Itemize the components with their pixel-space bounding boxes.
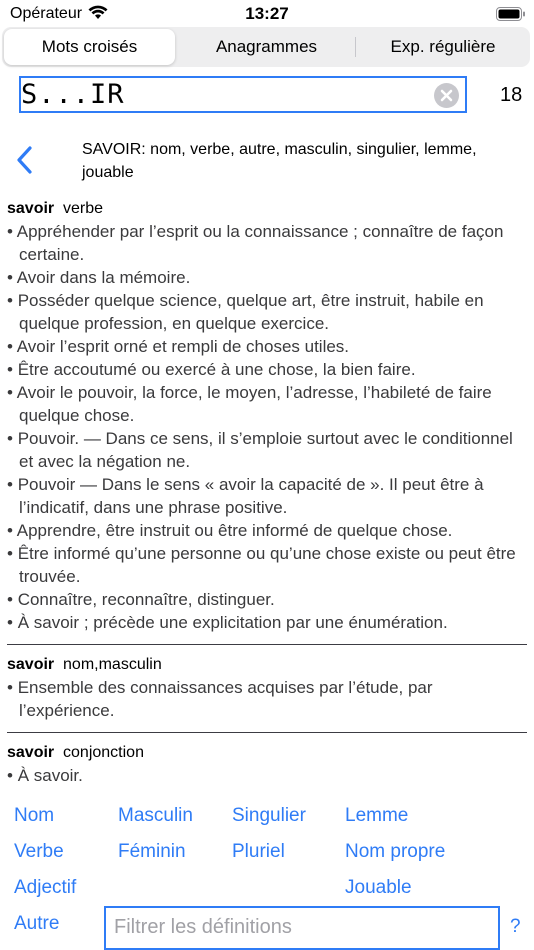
definitions-list bbox=[7, 198, 527, 787]
filter-jouable-button[interactable]: Jouable bbox=[345, 877, 412, 898]
definition-item: • Avoir dans la mémoire. bbox=[7, 268, 191, 287]
mode-segmented-control bbox=[2, 27, 530, 67]
filter-nom-propre-button[interactable]: Nom propre bbox=[345, 841, 446, 862]
word-summary: SAVOIR: nom, verbe, autre, masculin, singulier, lemme, jouable bbox=[82, 141, 477, 181]
clear-icon[interactable] bbox=[434, 83, 459, 108]
entry-word: savoir bbox=[7, 200, 55, 217]
filter-lemme-button[interactable]: Lemme bbox=[345, 805, 409, 826]
tab-mots-croises[interactable]: Mots croisés bbox=[4, 29, 175, 65]
result-count: 18 bbox=[500, 84, 523, 106]
pattern-search-field[interactable] bbox=[19, 76, 467, 113]
entry-verbe bbox=[7, 198, 527, 634]
entry-heading bbox=[7, 742, 527, 764]
filter-pluriel-button[interactable]: Pluriel bbox=[232, 841, 285, 862]
definition-item: • À savoir. bbox=[7, 766, 83, 785]
definition-item: • Être informé qu’une personne ou qu’une chose existe ou peut être trouvée. bbox=[7, 544, 516, 586]
tab-anagrammes[interactable]: Anagrammes bbox=[215, 37, 318, 56]
carrier-label: Opérateur bbox=[10, 5, 83, 22]
entry-conjonction bbox=[7, 742, 527, 787]
definition-item: • Pouvoir. — Dans ce sens, il s’emploie surtout avec le conditionnel et avec la négation ne. bbox=[7, 429, 513, 471]
entry-word: savoir bbox=[7, 744, 55, 761]
filter-singulier-button[interactable]: Singulier bbox=[232, 805, 306, 826]
filter-adjectif-button[interactable]: Adjectif bbox=[14, 877, 77, 898]
battery-icon bbox=[496, 7, 526, 21]
search-query[interactable]: S...IR bbox=[21, 79, 125, 110]
definition-item: • Apprendre, être instruit ou être informé de quelque chose. bbox=[7, 521, 453, 540]
definition-item: • Avoir le pouvoir, la force, le moyen, l’adresse, l’habileté de faire quelque chose. bbox=[7, 383, 492, 425]
entry-pos: verbe bbox=[63, 200, 104, 217]
definition-item: • Avoir l’esprit orné et rempli de choses utiles. bbox=[7, 337, 350, 356]
entry-divider bbox=[7, 644, 527, 645]
filter-verbe-button[interactable]: Verbe bbox=[14, 841, 64, 862]
entry-heading bbox=[7, 654, 527, 676]
entry-word: savoir bbox=[7, 656, 55, 673]
filter-nom-button[interactable]: Nom bbox=[14, 805, 55, 826]
filter-feminin-button[interactable]: Féminin bbox=[118, 841, 186, 862]
definition-item: • Ensemble des connaissances acquises par l’étude, par l’expérience. bbox=[7, 678, 433, 720]
entry-heading bbox=[7, 198, 527, 220]
tab-exp-reguliere[interactable]: Exp. régulière bbox=[390, 37, 496, 56]
entry-divider bbox=[7, 732, 527, 733]
definition-item: • À savoir ; précède une explicitation par une énumération. bbox=[7, 613, 448, 632]
definition-item: • Appréhender par l’esprit ou la connaissance ; connaître de façon certaine. bbox=[7, 222, 504, 264]
filter-autre-button[interactable]: Autre bbox=[14, 913, 60, 934]
help-button[interactable]: ? bbox=[510, 916, 521, 937]
filter-masculin-button[interactable]: Masculin bbox=[118, 805, 193, 826]
definition-item: • Posséder quelque science, quelque art, être instruit, habile en quelque profession, en quelque exercice. bbox=[7, 291, 484, 333]
entry-pos: conjonction bbox=[63, 744, 144, 761]
filter-definitions-input[interactable]: Filtrer les définitions bbox=[104, 906, 500, 950]
clock: 13:27 bbox=[245, 4, 289, 23]
segment-divider bbox=[355, 37, 356, 57]
status-bar bbox=[0, 0, 534, 28]
definition-item: • Être accoutumé ou exercé à une chose, la bien faire. bbox=[7, 360, 416, 379]
back-chevron-icon[interactable] bbox=[14, 144, 36, 176]
definition-item: • Pouvoir — Dans le sens « avoir la capacité de ». Il peut être à l’indicatif, dans une phrase positive. bbox=[7, 475, 484, 517]
entry-nom bbox=[7, 654, 527, 722]
definition-item: • Connaître, reconnaître, distinguer. bbox=[7, 590, 275, 609]
entry-pos: nom,masculin bbox=[63, 656, 162, 673]
